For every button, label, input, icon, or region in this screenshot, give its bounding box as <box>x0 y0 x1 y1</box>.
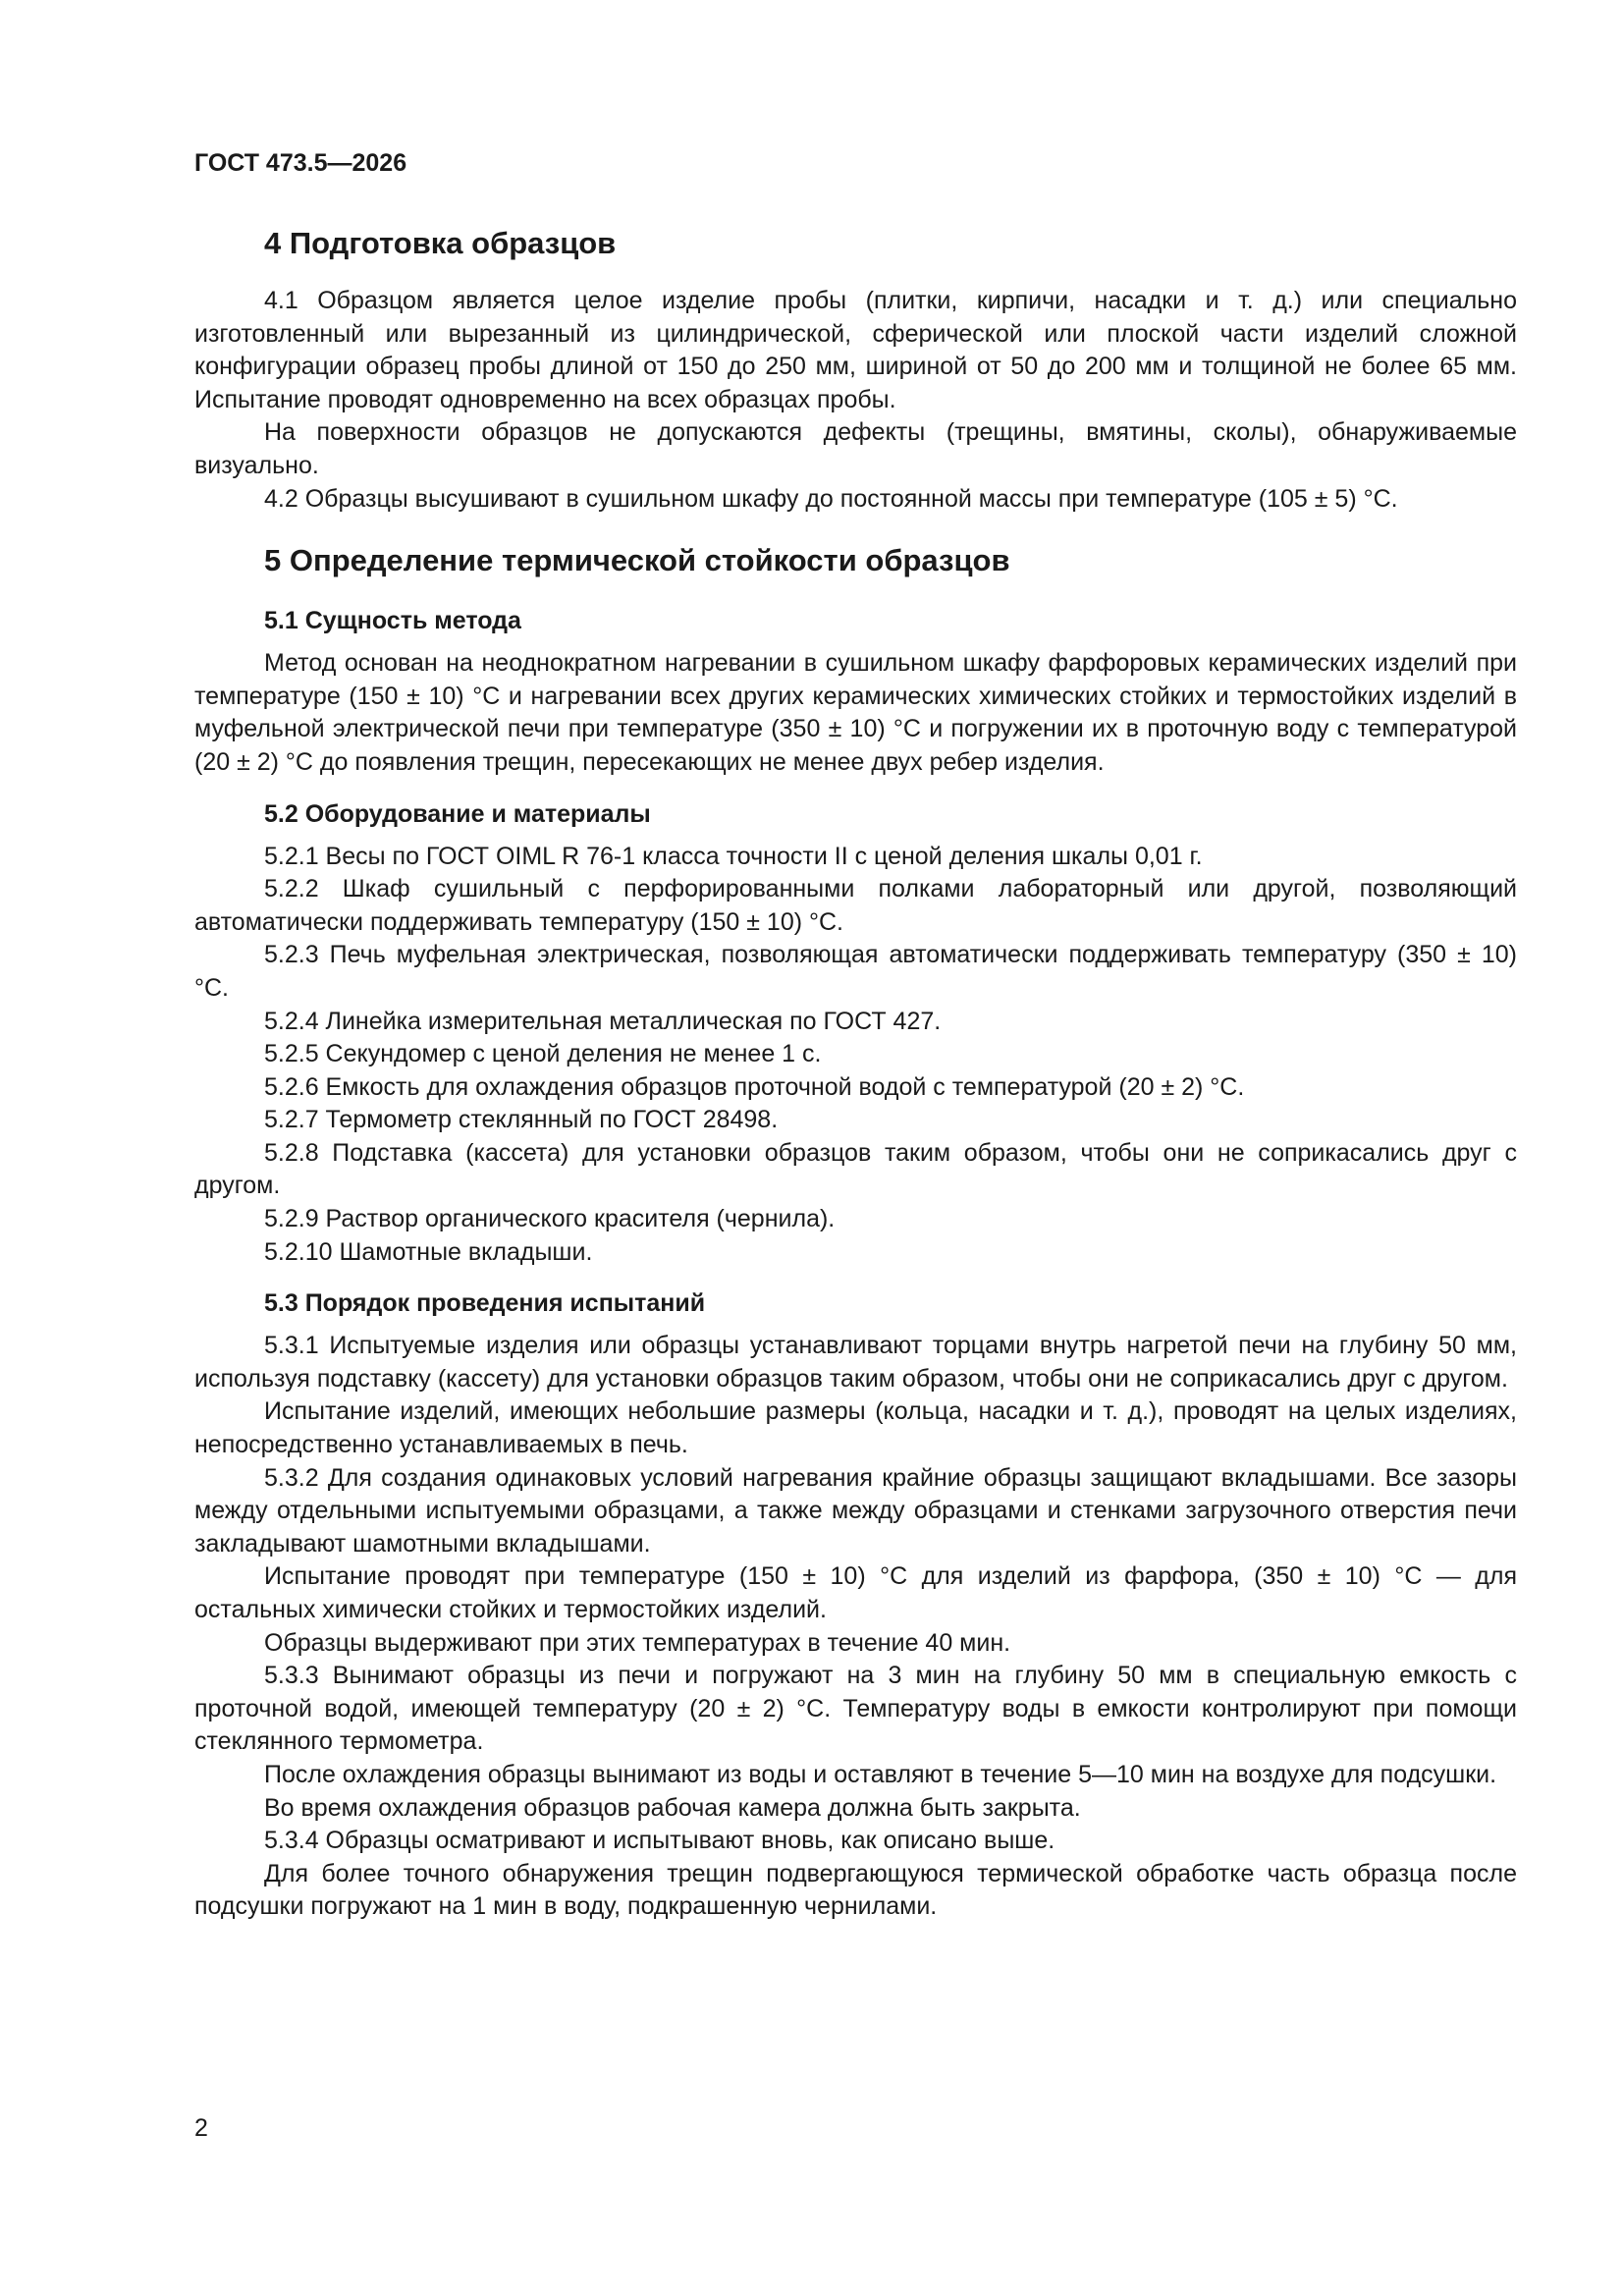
section-5-title: 5 Определение термической стойкости образцов <box>264 543 1010 578</box>
subsection-5-2-body <box>194 841 1517 1270</box>
subsection-5-3-title: 5.3 Порядок проведения испытаний <box>264 1289 706 1318</box>
paragraph: 5.2.9 Раствор органического красителя (чернила). <box>264 1205 836 1233</box>
paragraph: Испытание изделий, имеющих небольшие размеры (кольца, насадки и т. д.), проводят на целых изделиях, непосредственно устанавливаемых в печь. <box>194 1397 1517 1459</box>
page-number: 2 <box>194 2114 208 2142</box>
paragraph: Испытание проводят при температуре (150 ± 10) °С для изделий из фарфора, (350 ± 10) °С — для остальных химически стойких и термостойких изделий. <box>194 1562 1517 1623</box>
subsection-5-1-body <box>194 647 1517 779</box>
paragraph: 5.2.1 Весы по ГОСТ OIML R 76-1 класса точности II с ценой деления шкалы 0,01 г. <box>264 842 1203 870</box>
section-4-title: 4 Подготовка образцов <box>264 226 617 260</box>
paragraph: После охлаждения образцы вынимают из воды и оставляют в течение 5—10 мин на воздухе для подсушки. <box>264 1760 1497 1788</box>
paragraph: 4.2 Образцы высушивают в сушильном шкафу до постоянной массы при температуре (105 ± 5) °С. <box>264 484 1398 513</box>
paragraph: 5.2.7 Термометр стеклянный по ГОСТ 28498. <box>264 1106 779 1134</box>
paragraph: 5.2.3 Печь муфельная электрическая, позволяющая автоматически поддерживать температуру (350 ± 10) °С. <box>194 941 1517 1002</box>
section-4-body <box>194 285 1517 516</box>
paragraph: 5.2.2 Шкаф сушильный с перфорированными полками лабораторный или другой, позволяющий автоматически поддерживать температуру (150 ± 10) °С. <box>194 875 1517 936</box>
paragraph: На поверхности образцов не допускаются дефекты (трещины, вмятины, сколы), обнаруживаемые визуально. <box>194 418 1517 479</box>
subsection-5-2-title: 5.2 Оборудование и материалы <box>264 799 651 828</box>
subsection-5-3-body <box>194 1330 1517 1924</box>
paragraph: 5.3.2 Для создания одинаковых условий нагревания крайние образцы защищают вкладышами. Все зазоры между отдельными испытуемыми образцами, а также между образцами и стенками загрузочного отверстия печи закладывают шамотными вкладышами. <box>194 1463 1517 1558</box>
paragraph: Метод основан на неоднократном нагревании в сушильном шкафу фарфоровых керамических изделий при температуре (150 ± 10) °С и нагревании всех других керамических химических стойких и термостойких изделий в муфельной электрической печи при температуре (350 ± 10) °С и погружении их в проточную воду с температурой (20 ± 2) °С до появления трещин, пересекающих не менее двух ребер изделия. <box>194 649 1517 776</box>
paragraph: 5.2.10 Шамотные вкладыши. <box>264 1237 593 1266</box>
paragraph: 5.2.8 Подставка (кассета) для установки образцов таким образом, чтобы они не соприкасались друг с другом. <box>194 1138 1517 1200</box>
paragraph: 5.2.6 Емкость для охлаждения образцов проточной водой с температурой (20 ± 2) °С. <box>264 1072 1245 1101</box>
document-header: ГОСТ 473.5—2026 <box>194 149 407 177</box>
paragraph: 5.2.4 Линейка измерительная металлическая по ГОСТ 427. <box>264 1007 942 1035</box>
paragraph: Для более точного обнаружения трещин подвергающуюся термической обработке часть образца после подсушки погружают на 1 мин в воду, подкрашенную чернилами. <box>194 1859 1517 1921</box>
paragraph: Образцы выдерживают при этих температурах в течение 40 мин. <box>264 1628 1011 1657</box>
paragraph: 4.1 Образцом является целое изделие пробы (плитки, кирпичи, насадки и т. д.) или специально изготовленный или вырезанный из цилиндрической, сферической или плоской части изделий сложной конфигурации образец пробы длиной от 150 до 250 мм, шириной от 50 до 200 мм и толщиной не более 65 мм. Испытание проводят одновременно на всех образцах пробы. <box>194 287 1517 413</box>
paragraph: 5.3.1 Испытуемые изделия или образцы устанавливают торцами внутрь нагретой печи на глубину 50 мм, используя подставку (кассету) для установки образцов таким образом, чтобы они не соприкасались друг с другом. <box>194 1332 1517 1393</box>
paragraph: Во время охлаждения образцов рабочая камера должна быть закрыта. <box>264 1793 1081 1822</box>
paragraph: 5.2.5 Секундомер с ценой деления не менее 1 с. <box>264 1040 822 1068</box>
paragraph: 5.3.4 Образцы осматривают и испытывают вновь, как описано выше. <box>264 1827 1055 1855</box>
document-body <box>194 224 1517 1924</box>
subsection-5-1-title: 5.1 Сущность метода <box>264 607 521 635</box>
paragraph: 5.3.3 Вынимают образцы из печи и погружают на 3 мин на глубину 50 мм в специальную емкость с проточной водой, имеющей температуру (20 ± 2) °С. Температуру воды в емкости контролируют при помощи стеклянного термометра. <box>194 1662 1517 1756</box>
